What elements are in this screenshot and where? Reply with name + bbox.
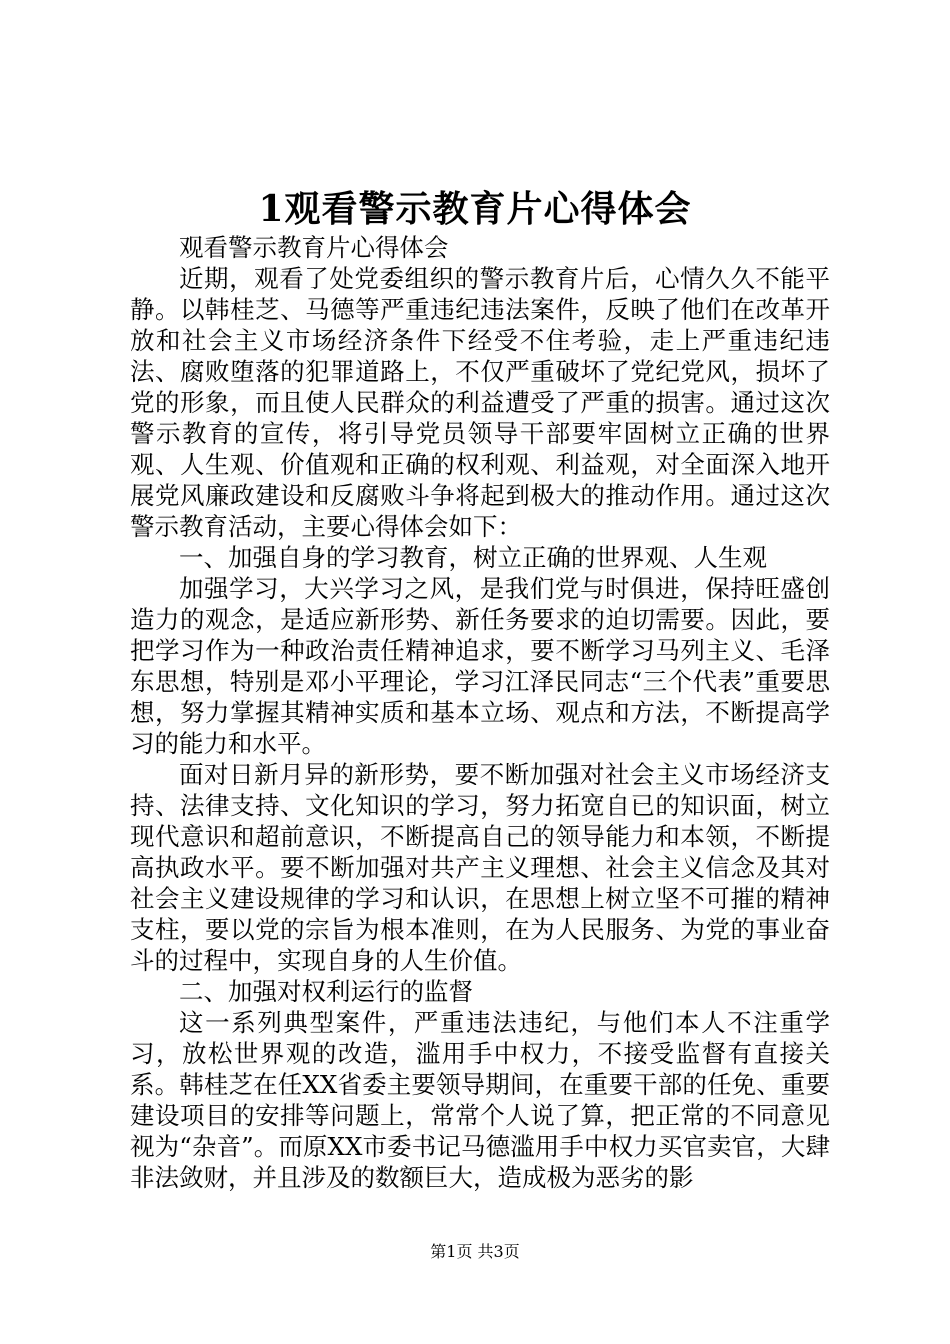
paragraph-new-situation: 面对日新月异的新形势，要不断加强对社会主义市场经济支持、法律支持、文化知识的学习，努力拓宽自已的知识面，树立现代意识和超前意识，不断提高自己的领导能力和本领，不断提高执政水平。要不断加强对共产主义理想、社会主义信念及其对社会主义建设规律的学习和认识，在思想上树立坚不可摧的精神支柱，要以党的宗旨为根本准则，在为人民服务、为党的事业奋斗的过程中，实现自身的人生价值。 — [130, 760, 830, 975]
page-footer: 第1页 共3页 — [430, 1242, 520, 1261]
paragraph-cases: 这一系列典型案件，严重违法违纪，与他们本人不注重学习，放松世界观的改造，滥用手中权力，不接受监督有直接关系。韩桂芝在任XX省委主要领导期间，在重要干部的任免、重要建设项目的安排等问题上，常常个人说了算，把正常的不同意见视为“杂音”。而原XX市委书记马德滥用手中权力买官卖官，大肆非法敛财，并且涉及的数额巨大，造成极为恶劣的影 — [130, 1008, 830, 1192]
document-body — [130, 232, 830, 1193]
document-title: 1观看警示教育片心得体会 — [258, 188, 692, 230]
paragraph-subtitle: 观看警示教育片心得体会 — [179, 233, 449, 262]
section-heading-1: 一、加强自身的学习教育，树立正确的世界观、人生观 — [179, 543, 767, 572]
paragraph-intro: 近期，观看了处党委组织的警示教育片后，心情久久不能平静。以韩桂芝、马德等严重违纪违法案件，反映了他们在改革开放和社会主义市场经济条件下经受不住考验，走上严重违纪违法、腐败堕落的犯罪道路上，不仅严重破坏了党纪党风，损坏了党的形象，而且使人民群众的利益遭受了严重的损害。通过这次警示教育的宣传，将引导党员领导干部要牢固树立正确的世界观、人生观、价值观和正确的权利观、利益观，对全面深入地开展党风廉政建设和反腐败斗争将起到极大的推动作用。通过这次警示教育活动，主要心得体会如下： — [130, 264, 830, 541]
section-heading-2: 二、加强对权利运行的监督 — [179, 977, 473, 1006]
paragraph-study: 加强学习，大兴学习之风，是我们党与时俱进，保持旺盛创造力的观念，是适应新形势、新任务要求的迫切需要。因此，要把学习作为一种政治责任精神追求，要不断学习马列主义、毛泽东思想，特别是邓小平理论，学习江泽民同志“三个代表”重要思想，努力掌握其精神实质和基本立场、观点和方法，不断提高学习的能力和水平。 — [130, 574, 830, 758]
